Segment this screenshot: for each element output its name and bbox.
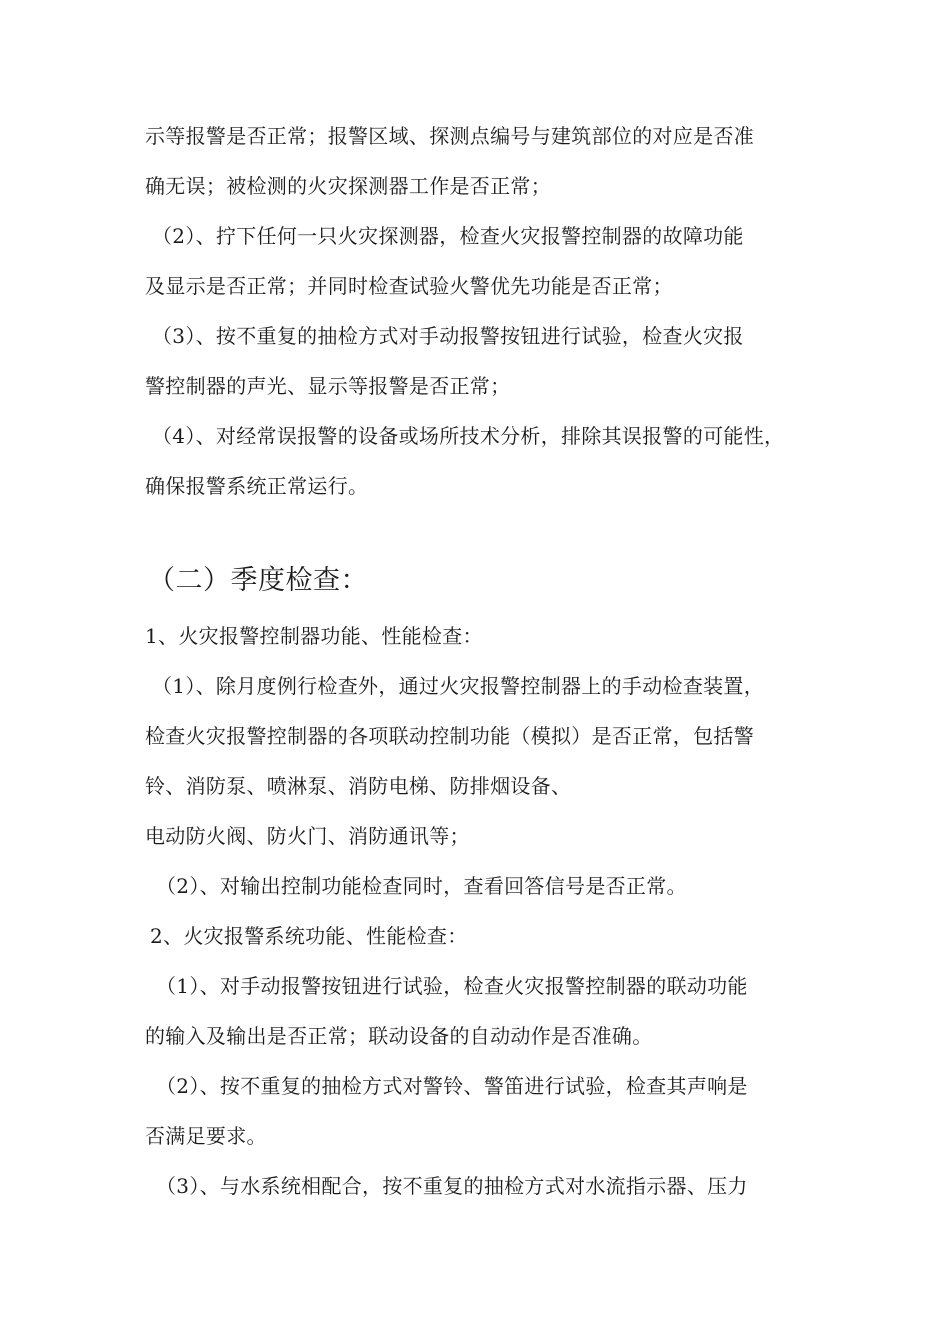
paragraph-line: 铃、消防泵、喷淋泵、消防电梯、防排烟设备、 (145, 774, 572, 798)
paragraph-line: （2）、按不重复的抽检方式对警铃、警笛进行试验，检查其声响是 (156, 1074, 748, 1098)
paragraph-line: （2）、对输出控制功能检查同时，查看回答信号是否正常。 (156, 874, 687, 898)
paragraph-line: 电动防火阀、防火门、消防通讯等； (145, 824, 470, 848)
paragraph-line: 确无误；被检测的火灾探测器工作是否正常； (145, 174, 551, 198)
paragraph-line: 示等报警是否正常；报警区域、探测点编号与建筑部位的对应是否准 (145, 124, 754, 148)
paragraph-line: 及显示是否正常；并同时检查试验火警优先功能是否正常； (145, 274, 673, 298)
section-heading: （二）季度检查： (148, 565, 368, 596)
paragraph-line: （1）、除月度例行检查外，通过火灾报警控制器上的手动检查装置， (152, 674, 765, 698)
paragraph-line: 确保报警系统正常运行。 (145, 474, 369, 498)
paragraph-line: 检查火灾报警控制器的各项联动控制功能（模拟）是否正常，包括警 (145, 724, 754, 748)
paragraph-line: （3）、按不重复的抽检方式对手动报警按钮进行试验，检查火灾报 (152, 324, 744, 348)
paragraph-line: 的输入及输出是否正常；联动设备的自动动作是否准确。 (145, 1024, 653, 1048)
paragraph-line: （4）、对经常误报警的设备或场所技术分析，排除其误报警的可能性， (152, 424, 785, 448)
paragraph-line: （3）、与水系统相配合，按不重复的抽检方式对水流指示器、压力 (156, 1174, 748, 1198)
paragraph-line: 否满足要求。 (145, 1124, 267, 1148)
subsection-heading: 1、火灾报警控制器功能、性能检查： (145, 624, 483, 648)
paragraph-line: （2）、拧下任何一只火灾探测器，检查火灾报警控制器的故障功能 (152, 224, 744, 248)
paragraph-line: （1）、对手动报警按钮进行试验，检查火灾报警控制器的联动功能 (156, 974, 748, 998)
paragraph-line: 警控制器的声光、显示等报警是否正常； (145, 374, 511, 398)
subsection-heading: 2、火灾报警系统功能、性能检查： (150, 924, 468, 948)
